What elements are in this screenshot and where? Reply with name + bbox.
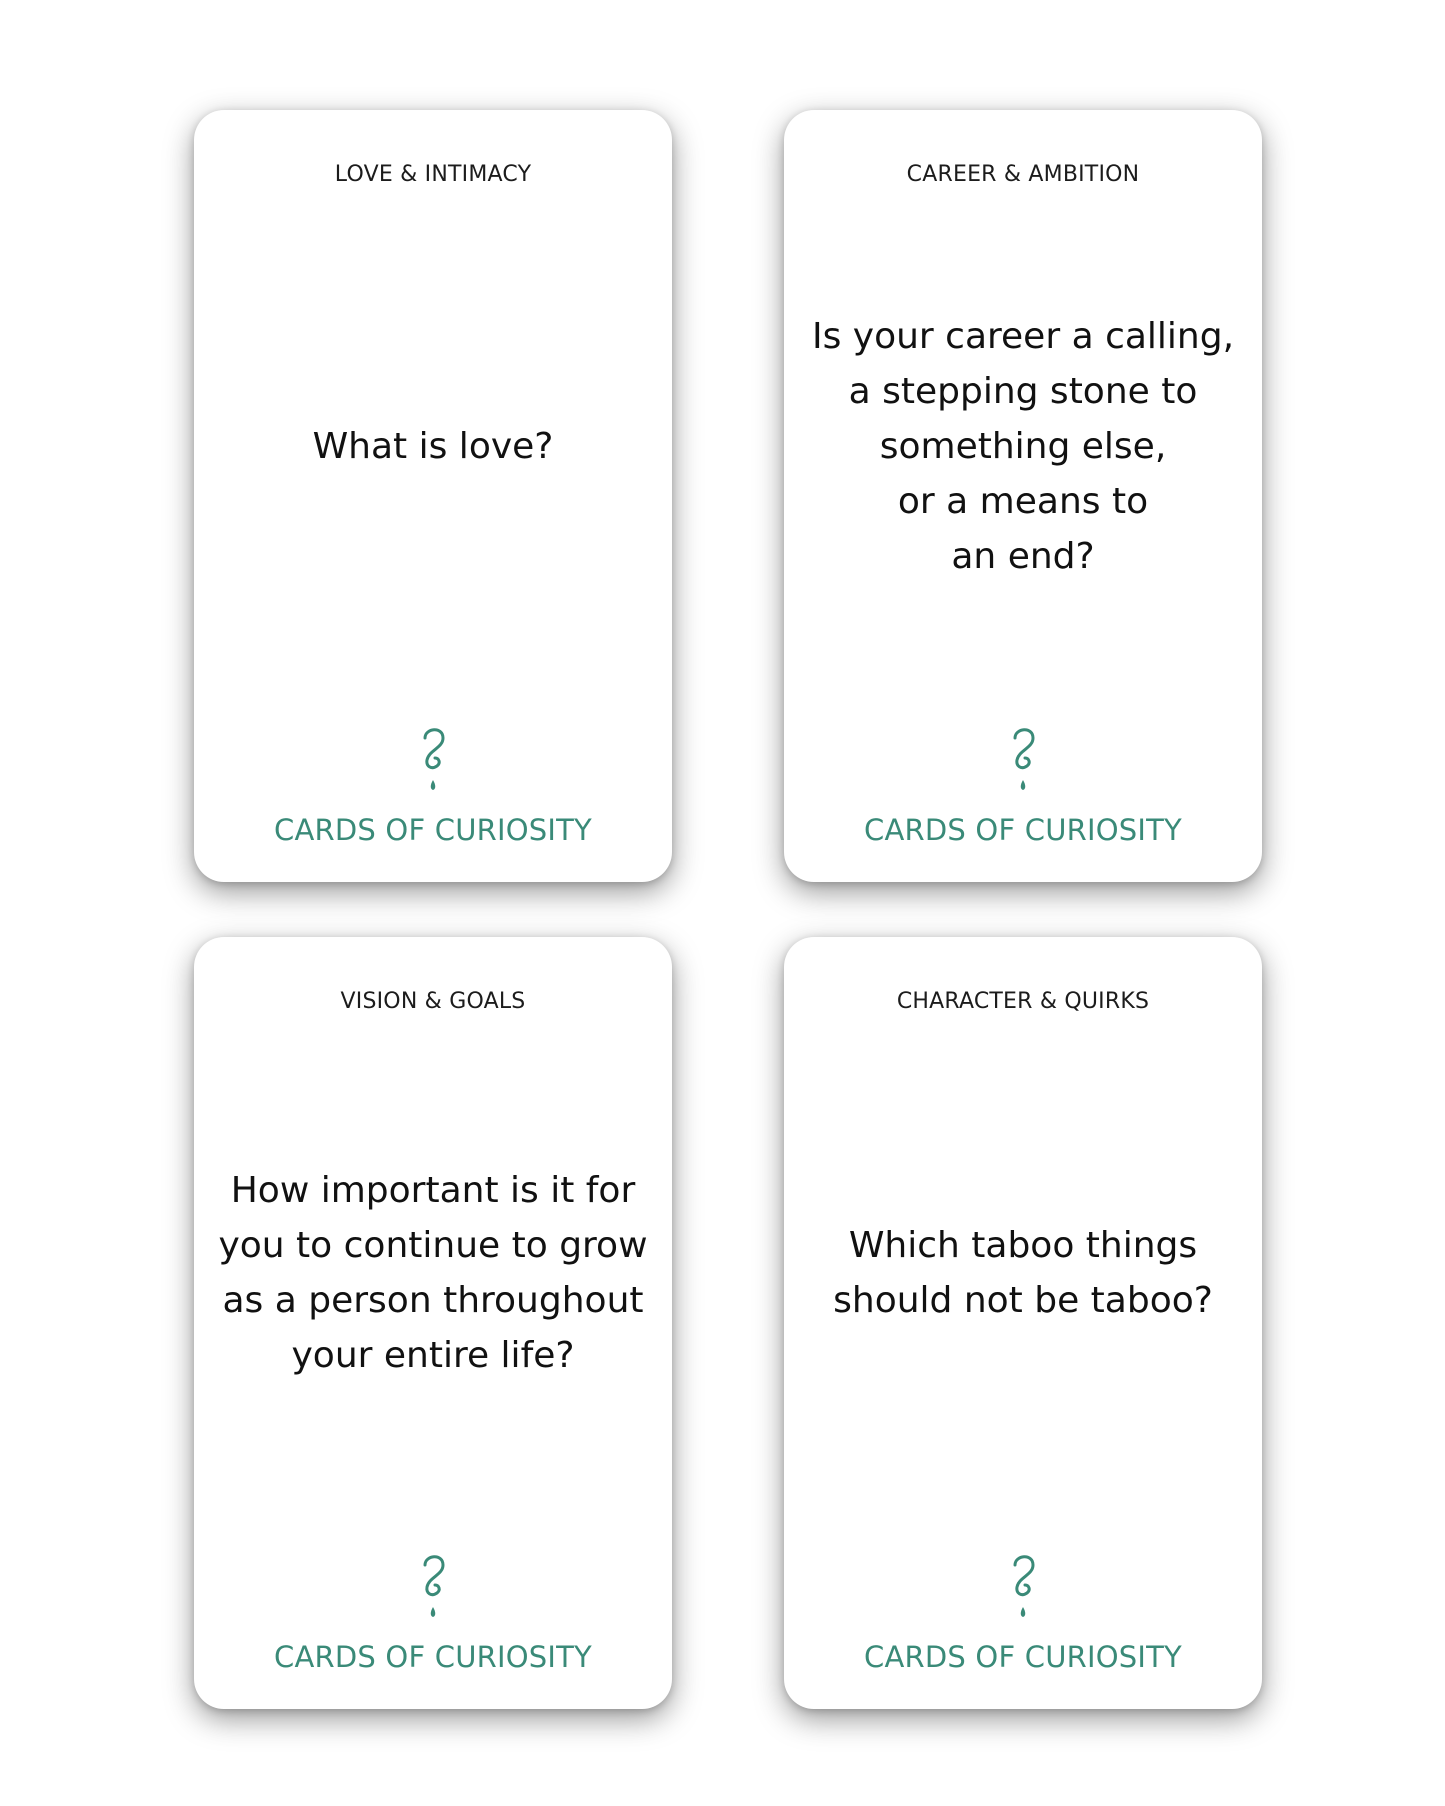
card-question: Which taboo things should not be taboo? xyxy=(833,1225,1213,1321)
card-category: LOVE & INTIMACY xyxy=(334,162,532,187)
question-card-career-ambition xyxy=(784,110,1262,882)
card-question: How important is it for you to continue to grow as a person throughout your entire life? xyxy=(218,1170,648,1376)
brand-name: CARDS OF CURIOSITY xyxy=(274,813,592,847)
question-card-vision-goals xyxy=(194,937,672,1709)
card-question: What is love? xyxy=(312,425,554,467)
question-card-character-quirks xyxy=(784,937,1262,1709)
question-mark-drop-icon xyxy=(1003,718,1043,798)
card-question: Is your career a calling, a stepping stone to something else, or a means to an end? xyxy=(811,315,1235,577)
brand-name: CARDS OF CURIOSITY xyxy=(864,1640,1182,1674)
card-category: VISION & GOALS xyxy=(340,989,526,1014)
question-mark-drop-icon xyxy=(413,1545,453,1625)
question-mark-drop-icon xyxy=(413,718,453,798)
brand-name: CARDS OF CURIOSITY xyxy=(864,813,1182,847)
question-card-love-intimacy xyxy=(194,110,672,882)
card-category: CHARACTER & QUIRKS xyxy=(896,989,1150,1014)
brand-name: CARDS OF CURIOSITY xyxy=(274,1640,592,1674)
question-mark-drop-icon xyxy=(1003,1545,1043,1625)
card-category: CAREER & AMBITION xyxy=(906,162,1140,187)
